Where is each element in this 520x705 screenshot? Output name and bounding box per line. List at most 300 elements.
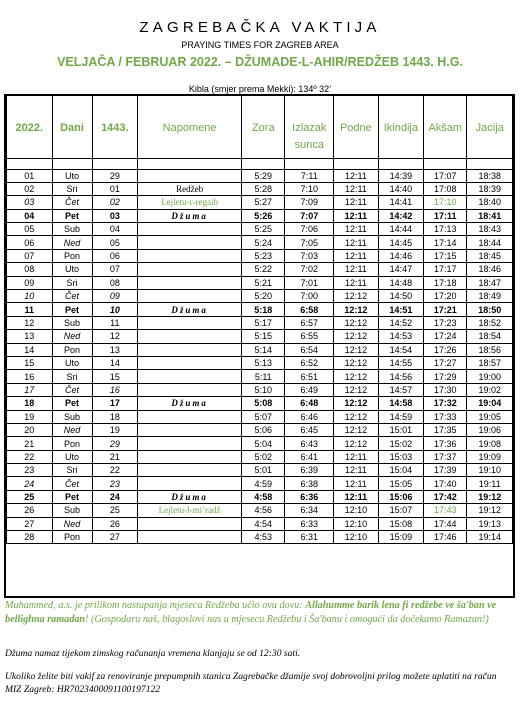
table-row	[7, 531, 513, 544]
table-row	[7, 343, 513, 356]
cell-zora: 5:26	[242, 209, 285, 222]
cell-day: Pon	[52, 343, 92, 356]
cell-izlazak: 7:01	[285, 276, 334, 289]
table-row	[7, 196, 513, 209]
cell-date: 27	[7, 517, 53, 530]
cell-ikindija: 14:50	[378, 290, 424, 303]
cell-podne: 12:11	[334, 249, 378, 262]
cell-izlazak: 6:54	[285, 343, 334, 356]
cell-day: Sub	[52, 223, 92, 236]
cell-date: 22	[7, 450, 53, 463]
cell-izlazak: 6:31	[285, 531, 334, 544]
cell-podne: 12:12	[334, 343, 378, 356]
cell-day: Pon	[52, 531, 92, 544]
cell-day: Sub	[52, 504, 92, 517]
cell-izlazak: 6:45	[285, 423, 334, 436]
cell-date: 13	[7, 330, 53, 343]
cell-podne: 12:11	[334, 450, 378, 463]
cell-jacija: 19:10	[467, 464, 513, 477]
cell-ikindija: 14:52	[378, 316, 424, 329]
cell-jacija: 18:57	[467, 356, 513, 369]
cell-izlazak: 7:10	[285, 182, 334, 195]
cell-note	[138, 356, 242, 369]
cell-jacija: 18:45	[467, 249, 513, 262]
cell-aksam: 17:39	[424, 464, 467, 477]
cell-hijri: 29	[92, 437, 138, 450]
cell-day: Sri	[52, 182, 92, 195]
cell-ikindija: 15:08	[378, 517, 424, 530]
cell-note	[138, 330, 242, 343]
cell-zora: 4:53	[242, 531, 285, 544]
cell-aksam: 17:21	[424, 303, 467, 316]
cell-aksam: 17:42	[424, 490, 467, 503]
cell-ikindija: 14:55	[378, 356, 424, 369]
cell-aksam: 17:33	[424, 410, 467, 423]
cell-podne: 12:11	[334, 196, 378, 209]
cell-aksam: 17:26	[424, 343, 467, 356]
col-header-jacija: Jacija	[467, 96, 513, 158]
cell-aksam: 17:18	[424, 276, 467, 289]
cell-podne: 12:11	[334, 477, 378, 490]
cell-date: 02	[7, 182, 53, 195]
cell-jacija: 19:11	[467, 477, 513, 490]
cell-zora: 5:25	[242, 223, 285, 236]
cell-note	[138, 370, 242, 383]
cell-ikindija: 14:44	[378, 223, 424, 236]
cell-note	[138, 236, 242, 249]
cell-zora: 4:56	[242, 504, 285, 517]
cell-date: 05	[7, 223, 53, 236]
cell-zora: 5:14	[242, 343, 285, 356]
cell-aksam: 17:30	[424, 383, 467, 396]
cell-hijri: 01	[92, 182, 138, 195]
cell-aksam: 17:10	[424, 196, 467, 209]
cell-zora: 5:21	[242, 276, 285, 289]
cell-note	[138, 249, 242, 262]
cell-date: 28	[7, 531, 53, 544]
cell-izlazak: 7:02	[285, 263, 334, 276]
cell-day: Sub	[52, 316, 92, 329]
cell-hijri: 15	[92, 370, 138, 383]
cell-day: Uto	[52, 169, 92, 182]
cell-note: Džuma	[138, 209, 242, 222]
table-row	[7, 209, 513, 222]
cell-zora: 5:10	[242, 383, 285, 396]
page-title: ZAGREBAČKA VAKTIJA	[139, 19, 381, 36]
cell-aksam: 17:35	[424, 423, 467, 436]
cell-date: 08	[7, 263, 53, 276]
cell-aksam: 17:07	[424, 169, 467, 182]
cell-note	[138, 450, 242, 463]
cell-podne: 12:11	[334, 169, 378, 182]
cell-note	[138, 464, 242, 477]
col-header-zora: Zora	[242, 96, 285, 158]
spacer-row	[7, 158, 513, 169]
cell-day: Sri	[52, 464, 92, 477]
cell-hijri: 03	[92, 209, 138, 222]
cell-day: Ned	[52, 423, 92, 436]
cell-izlazak: 6:52	[285, 356, 334, 369]
cell-zora: 5:28	[242, 182, 285, 195]
cell-note	[138, 290, 242, 303]
cell-jacija: 19:02	[467, 383, 513, 396]
col-header-notes: Napomene	[138, 96, 242, 158]
cell-note	[138, 477, 242, 490]
cell-jacija: 19:06	[467, 423, 513, 436]
cell-note	[138, 410, 242, 423]
cell-day: Ned	[52, 236, 92, 249]
cell-note: Lejletu-r-regaib	[138, 196, 242, 209]
table-row	[7, 263, 513, 276]
table-row	[7, 490, 513, 503]
cell-zora: 5:27	[242, 196, 285, 209]
cell-podne: 12:11	[334, 490, 378, 503]
cell-date: 25	[7, 490, 53, 503]
col-header-aksam: Akšam	[424, 96, 467, 158]
cell-aksam: 17:37	[424, 450, 467, 463]
cell-note	[138, 517, 242, 530]
cell-note	[138, 437, 242, 450]
table-row	[7, 182, 513, 195]
cell-ikindija: 15:01	[378, 423, 424, 436]
cell-jacija: 18:50	[467, 303, 513, 316]
cell-jacija: 19:00	[467, 370, 513, 383]
cell-hijri: 18	[92, 410, 138, 423]
table-row	[7, 290, 513, 303]
cell-hijri: 21	[92, 450, 138, 463]
cell-jacija: 18:41	[467, 209, 513, 222]
cell-jacija: 19:04	[467, 397, 513, 410]
cell-podne: 12:12	[334, 356, 378, 369]
cell-note: Redžeb	[138, 182, 242, 195]
cell-jacija: 19:12	[467, 490, 513, 503]
cell-note	[138, 423, 242, 436]
cell-jacija: 18:46	[467, 263, 513, 276]
cell-ikindija: 14:41	[378, 196, 424, 209]
cell-hijri: 11	[92, 316, 138, 329]
cell-izlazak: 6:51	[285, 370, 334, 383]
cell-hijri: 02	[92, 196, 138, 209]
col-header-hijri: 1443.	[92, 96, 138, 158]
cell-date: 06	[7, 236, 53, 249]
cell-ikindija: 15:04	[378, 464, 424, 477]
table-row	[7, 303, 513, 316]
cell-aksam: 17:11	[424, 209, 467, 222]
cell-date: 09	[7, 276, 53, 289]
col-header-ikindija: Ikindija	[378, 96, 424, 158]
cell-day: Pet	[52, 397, 92, 410]
cell-day: Pon	[52, 249, 92, 262]
cell-jacija: 18:39	[467, 182, 513, 195]
cell-zora: 5:20	[242, 290, 285, 303]
cell-hijri: 17	[92, 397, 138, 410]
cell-izlazak: 6:38	[285, 477, 334, 490]
hadith-dua: Allahumme barik lena fi redžebe ve ša'ban ve bellighna ramadan	[5, 600, 497, 625]
cell-zora: 5:13	[242, 356, 285, 369]
cell-aksam: 17:17	[424, 263, 467, 276]
cell-hijri: 23	[92, 477, 138, 490]
cell-hijri: 22	[92, 464, 138, 477]
cell-jacija: 19:05	[467, 410, 513, 423]
cell-note: Džuma	[138, 397, 242, 410]
cell-jacija: 18:49	[467, 290, 513, 303]
cell-ikindija: 14:40	[378, 182, 424, 195]
cell-zora: 4:58	[242, 490, 285, 503]
cell-jacija: 18:38	[467, 169, 513, 182]
cell-podne: 12:11	[334, 276, 378, 289]
cell-zora: 5:17	[242, 316, 285, 329]
cell-podne: 12:12	[334, 370, 378, 383]
donation-note: Ukoliko želite biti vakif za renoviranje prepumpnih stanica Zagrebačke džamije svoj dobrovoljni prilog možete uplatiti na račun MIZ Zagreb: HR7023400091100197122	[5, 671, 497, 695]
cell-date: 16	[7, 370, 53, 383]
cell-zora: 5:24	[242, 236, 285, 249]
cell-aksam: 17:14	[424, 236, 467, 249]
cell-ikindija: 14:57	[378, 383, 424, 396]
cell-day: Čet	[52, 290, 92, 303]
cell-podne: 12:11	[334, 209, 378, 222]
cell-ikindija: 14:47	[378, 263, 424, 276]
hadith-note	[5, 599, 515, 626]
table-row	[7, 464, 513, 477]
cell-ikindija: 14:51	[378, 303, 424, 316]
table-row	[7, 223, 513, 236]
cell-note	[138, 276, 242, 289]
cell-hijri: 27	[92, 531, 138, 544]
cell-note: Džuma	[138, 303, 242, 316]
table-row	[7, 397, 513, 410]
cell-hijri: 24	[92, 490, 138, 503]
cell-date: 04	[7, 209, 53, 222]
table-row	[7, 437, 513, 450]
cell-date: 11	[7, 303, 53, 316]
cell-aksam: 17:27	[424, 356, 467, 369]
cell-day: Ned	[52, 517, 92, 530]
cell-podne: 12:12	[334, 410, 378, 423]
table-row	[7, 370, 513, 383]
cell-podne: 12:12	[334, 330, 378, 343]
cell-hijri: 04	[92, 223, 138, 236]
month-heading: VELJAČA / FEBRUAR 2022. – DŽUMADE-L-AHIR/REDŽEB 1443. H.G.	[57, 55, 463, 69]
cell-ikindija: 15:03	[378, 450, 424, 463]
cell-date: 18	[7, 397, 53, 410]
cell-note	[138, 383, 242, 396]
cell-podne: 12:10	[334, 517, 378, 530]
cell-izlazak: 6:34	[285, 504, 334, 517]
cell-podne: 12:12	[334, 423, 378, 436]
cell-ikindija: 15:07	[378, 504, 424, 517]
cell-aksam: 17:36	[424, 437, 467, 450]
cell-date: 17	[7, 383, 53, 396]
cell-note	[138, 263, 242, 276]
cell-day: Pet	[52, 303, 92, 316]
cell-day: Čet	[52, 196, 92, 209]
table-row	[7, 477, 513, 490]
table-header-row	[7, 96, 513, 158]
cell-aksam: 17:32	[424, 397, 467, 410]
cell-zora: 4:59	[242, 477, 285, 490]
cell-zora: 5:29	[242, 169, 285, 182]
cell-ikindija: 15:02	[378, 437, 424, 450]
cell-day: Pon	[52, 437, 92, 450]
cell-zora: 5:08	[242, 397, 285, 410]
cell-zora: 5:18	[242, 303, 285, 316]
cell-note	[138, 169, 242, 182]
cell-day: Uto	[52, 450, 92, 463]
cell-jacija: 19:08	[467, 437, 513, 450]
cell-date: 24	[7, 477, 53, 490]
cell-aksam: 17:29	[424, 370, 467, 383]
cell-date: 07	[7, 249, 53, 262]
cell-ikindija: 14:56	[378, 370, 424, 383]
cell-izlazak: 7:06	[285, 223, 334, 236]
juma-time-note: Džuma namaz tijekom zimskog računanja vremena klanjaju se od 12:30 sati.	[5, 648, 301, 659]
cell-date: 23	[7, 464, 53, 477]
cell-note	[138, 316, 242, 329]
cell-izlazak: 6:57	[285, 316, 334, 329]
cell-day: Uto	[52, 263, 92, 276]
cell-zora: 4:54	[242, 517, 285, 530]
cell-ikindija: 14:46	[378, 249, 424, 262]
cell-jacija: 18:54	[467, 330, 513, 343]
cell-note	[138, 343, 242, 356]
cell-zora: 5:15	[242, 330, 285, 343]
cell-date: 14	[7, 343, 53, 356]
cell-jacija: 19:13	[467, 517, 513, 530]
cell-ikindija: 15:06	[378, 490, 424, 503]
cell-podne: 12:12	[334, 316, 378, 329]
cell-podne: 12:11	[334, 263, 378, 276]
cell-jacija: 18:47	[467, 276, 513, 289]
cell-hijri: 07	[92, 263, 138, 276]
col-header-podne: Podne	[334, 96, 378, 158]
cell-date: 21	[7, 437, 53, 450]
cell-hijri: 14	[92, 356, 138, 369]
cell-izlazak: 6:46	[285, 410, 334, 423]
cell-jacija: 19:09	[467, 450, 513, 463]
cell-zora: 5:11	[242, 370, 285, 383]
cell-podne: 12:12	[334, 303, 378, 316]
cell-note	[138, 223, 242, 236]
cell-jacija: 18:40	[467, 196, 513, 209]
cell-aksam: 17:46	[424, 531, 467, 544]
cell-aksam: 17:23	[424, 316, 467, 329]
cell-day: Uto	[52, 356, 92, 369]
cell-aksam: 17:13	[424, 223, 467, 236]
cell-zora: 5:01	[242, 464, 285, 477]
cell-ikindija: 14:45	[378, 236, 424, 249]
table-row	[7, 517, 513, 530]
cell-podne: 12:11	[334, 182, 378, 195]
cell-zora: 5:06	[242, 423, 285, 436]
hadith-intro: Muhammed, a.s. je prilikom nastupanja mjeseca Redžeba učio ovu dovu:	[5, 600, 306, 611]
cell-ikindija: 14:48	[378, 276, 424, 289]
cell-zora: 5:23	[242, 249, 285, 262]
cell-jacija: 19:14	[467, 531, 513, 544]
table-row	[7, 169, 513, 182]
cell-hijri: 08	[92, 276, 138, 289]
cell-zora: 5:04	[242, 437, 285, 450]
cell-date: 03	[7, 196, 53, 209]
cell-day: Čet	[52, 383, 92, 396]
cell-podne: 12:11	[334, 223, 378, 236]
cell-izlazak: 7:09	[285, 196, 334, 209]
cell-podne: 12:12	[334, 437, 378, 450]
cell-hijri: 05	[92, 236, 138, 249]
cell-note	[138, 531, 242, 544]
col-header-izlazak: Izlazak sunca	[285, 96, 334, 158]
cell-podne: 12:12	[334, 397, 378, 410]
cell-izlazak: 7:05	[285, 236, 334, 249]
cell-ikindija: 14:54	[378, 343, 424, 356]
col-header-day: Dani	[52, 96, 92, 158]
cell-hijri: 29	[92, 169, 138, 182]
cell-jacija: 18:56	[467, 343, 513, 356]
cell-podne: 12:10	[334, 531, 378, 544]
cell-zora: 5:22	[242, 263, 285, 276]
cell-hijri: 10	[92, 303, 138, 316]
cell-izlazak: 6:49	[285, 383, 334, 396]
cell-day: Sri	[52, 276, 92, 289]
table-row	[7, 316, 513, 329]
cell-date: 19	[7, 410, 53, 423]
cell-podne: 12:12	[334, 290, 378, 303]
table-row	[7, 236, 513, 249]
cell-date: 26	[7, 504, 53, 517]
cell-podne: 12:12	[334, 383, 378, 396]
cell-date: 10	[7, 290, 53, 303]
cell-aksam: 17:40	[424, 477, 467, 490]
cell-hijri: 16	[92, 383, 138, 396]
cell-izlazak: 6:48	[285, 397, 334, 410]
cell-izlazak: 6:36	[285, 490, 334, 503]
cell-izlazak: 7:03	[285, 249, 334, 262]
cell-izlazak: 7:00	[285, 290, 334, 303]
cell-podne: 12:11	[334, 464, 378, 477]
cell-aksam: 17:24	[424, 330, 467, 343]
table-row	[7, 249, 513, 262]
cell-jacija: 18:43	[467, 223, 513, 236]
cell-izlazak: 7:11	[285, 169, 334, 182]
cell-jacija: 18:52	[467, 316, 513, 329]
cell-note: Džuma	[138, 490, 242, 503]
prayer-times-table	[4, 94, 515, 598]
cell-hijri: 09	[92, 290, 138, 303]
cell-date: 01	[7, 169, 53, 182]
cell-aksam: 17:08	[424, 182, 467, 195]
cell-ikindija: 14:58	[378, 397, 424, 410]
cell-ikindija: 14:39	[378, 169, 424, 182]
hadith-translation: ! (Gospodaru naš, blagoslovi nas u mjesecu Redžebu i Ša'banu i omogući da dočekamo Ramazan!)	[85, 613, 489, 625]
cell-ikindija: 15:05	[378, 477, 424, 490]
cell-date: 15	[7, 356, 53, 369]
cell-day: Pet	[52, 209, 92, 222]
cell-jacija: 19:12	[467, 504, 513, 517]
cell-aksam: 17:43	[424, 504, 467, 517]
cell-izlazak: 6:55	[285, 330, 334, 343]
table-row	[7, 276, 513, 289]
cell-hijri: 19	[92, 423, 138, 436]
cell-day: Sri	[52, 370, 92, 383]
cell-day: Ned	[52, 330, 92, 343]
cell-day: Pet	[52, 490, 92, 503]
col-header-year: 2022.	[7, 96, 53, 158]
cell-hijri: 12	[92, 330, 138, 343]
cell-date: 12	[7, 316, 53, 329]
table-row	[7, 330, 513, 343]
cell-hijri: 06	[92, 249, 138, 262]
table-row	[7, 410, 513, 423]
cell-aksam: 17:15	[424, 249, 467, 262]
